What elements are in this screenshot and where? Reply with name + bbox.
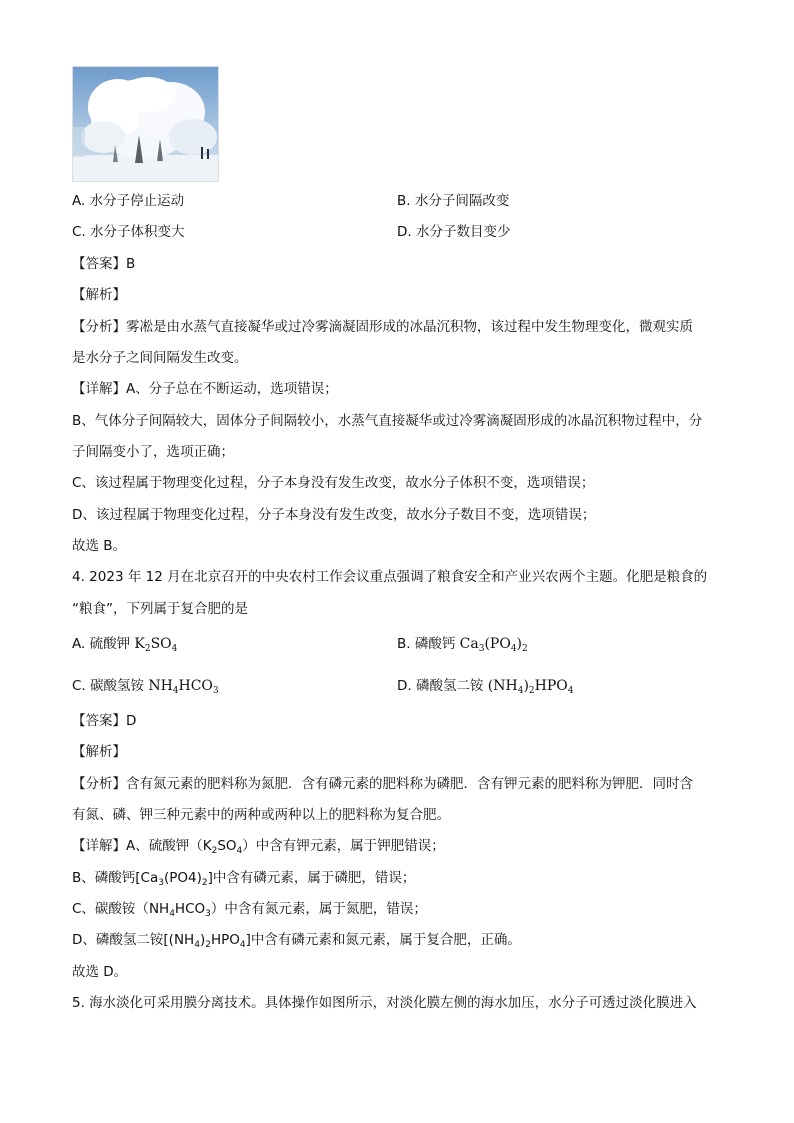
- q4-option-a: A. 硫酸钾 $K_2SO_4$: [72, 636, 178, 654]
- inline-formula-nh4hco3: $NH_4HCO_3$: [148, 901, 211, 919]
- q4-fenxi-line-1: 【分析】含有氮元素的肥料称为氮肥．含有磷元素的肥料称为磷肥．含有钾元素的肥料称为钾肥．同时含: [72, 776, 693, 792]
- q4-option-d: D. 磷酸氢二铵 $(NH_4)_2HPO_4$: [397, 678, 574, 696]
- q4-analysis-label: 【解析】: [72, 744, 126, 760]
- q3-fenxi-line-1: 【分析】雾凇是由水蒸气直接凝华或过冷雾滴凝固形成的冰晶沉积物，该过程中发生物理变化，微观实质: [72, 319, 693, 335]
- inline-formula-nh42hpo4: $[(NH_4)_2HPO_4]$: [163, 932, 251, 950]
- q3-detail-d: D、该过程属于物理变化过程，分子本身没有发生改变，故水分子数目不变，选项错误；: [72, 507, 596, 523]
- q3-answer: 【答案】B: [72, 256, 136, 272]
- inline-formula-ca3po42: $[Ca_3(PO4)_2]$: [135, 870, 213, 888]
- q3-option-a: A. 水分子停止运动: [72, 193, 185, 209]
- q4-stem-line-2: “粮食”，下列属于复合肥的是: [72, 601, 248, 617]
- q3-fenxi-line-2: 是水分子之间间隔发生改变。: [72, 350, 248, 366]
- q4-option-c: C. 碳酸氢铵 $NH_4HCO_3$: [72, 678, 219, 696]
- q4-answer: 【答案】D: [72, 713, 137, 729]
- q4-fenxi-line-2: 有氮、磷、钾三种元素中的两种或两种以上的肥料称为复合肥。: [72, 807, 450, 823]
- q4-stem-line-1: 4. 2023 年 12 月在北京召开的中央农村工作会议重点强调了粮食安全和产业兴农两个主题。化肥是粮食的: [72, 569, 708, 585]
- q4-option-b: B. 磷酸钙 $Ca_3(PO_4)_2$: [397, 636, 528, 654]
- q3-option-b: B. 水分子间隔改变: [397, 193, 510, 209]
- formula-nh42hpo4: $(NH_4)_2HPO_4$: [487, 678, 574, 696]
- formula-ca3po42: $Ca_3(PO_4)_2$: [459, 636, 528, 654]
- q4-detail-b: B、磷酸钙$[Ca_3(PO4)_2]$中含有磷元素，属于磷肥，错误；: [72, 870, 416, 888]
- q3-detail-c: C、该过程属于物理变化过程，分子本身没有发生改变，故水分子体积不变，选项错误；: [72, 475, 595, 491]
- q3-option-d: D. 水分子数目变少: [397, 224, 511, 240]
- q3-analysis-label: 【解析】: [72, 287, 126, 303]
- q3-option-c: C. 水分子体积变大: [72, 224, 185, 240]
- q3-detail-b-line-1: B、气体分子间隔较大，固体分子间隔较小，水蒸气直接凝华或过冷雾滴凝固形成的冰晶沉积物过程中，分: [72, 413, 703, 429]
- q4-conclusion: 故选 D。: [72, 964, 128, 980]
- formula-k2so4: $K_2SO_4$: [134, 636, 178, 654]
- rime-tree-image: [73, 67, 218, 181]
- inline-formula-k2so4: $K_2SO_4$: [202, 838, 243, 856]
- formula-nh4hco3: $NH_4HCO_3$: [148, 678, 219, 696]
- q3-detail-b-line-2: 子间隔变小了，选项正确；: [72, 444, 234, 460]
- q4-detail-a: 【详解】A、硫酸钾$(K_2SO_4)$中含有钾元素，属于钾肥错误；: [72, 838, 445, 856]
- q3-detail-a: 【详解】A、分子总在不断运动，选项错误；: [72, 381, 338, 397]
- q4-detail-d: D、磷酸氢二铵$[(NH_4)_2HPO_4]$中含有磷元素和氮元素，属于复合肥，正确。: [72, 932, 521, 950]
- q4-detail-c: C、碳酸铵$(NH_4HCO_3)$中含有氮元素，属于氮肥，错误；: [72, 901, 427, 919]
- q3-conclusion: 故选 B。: [72, 538, 127, 554]
- q5-stem-line-1: 5. 海水淡化可采用膜分离技术。具体操作如图所示，对淡化膜左侧的海水加压，水分子可透过淡化膜进入: [72, 995, 697, 1011]
- rime-tree-photo: [72, 66, 219, 182]
